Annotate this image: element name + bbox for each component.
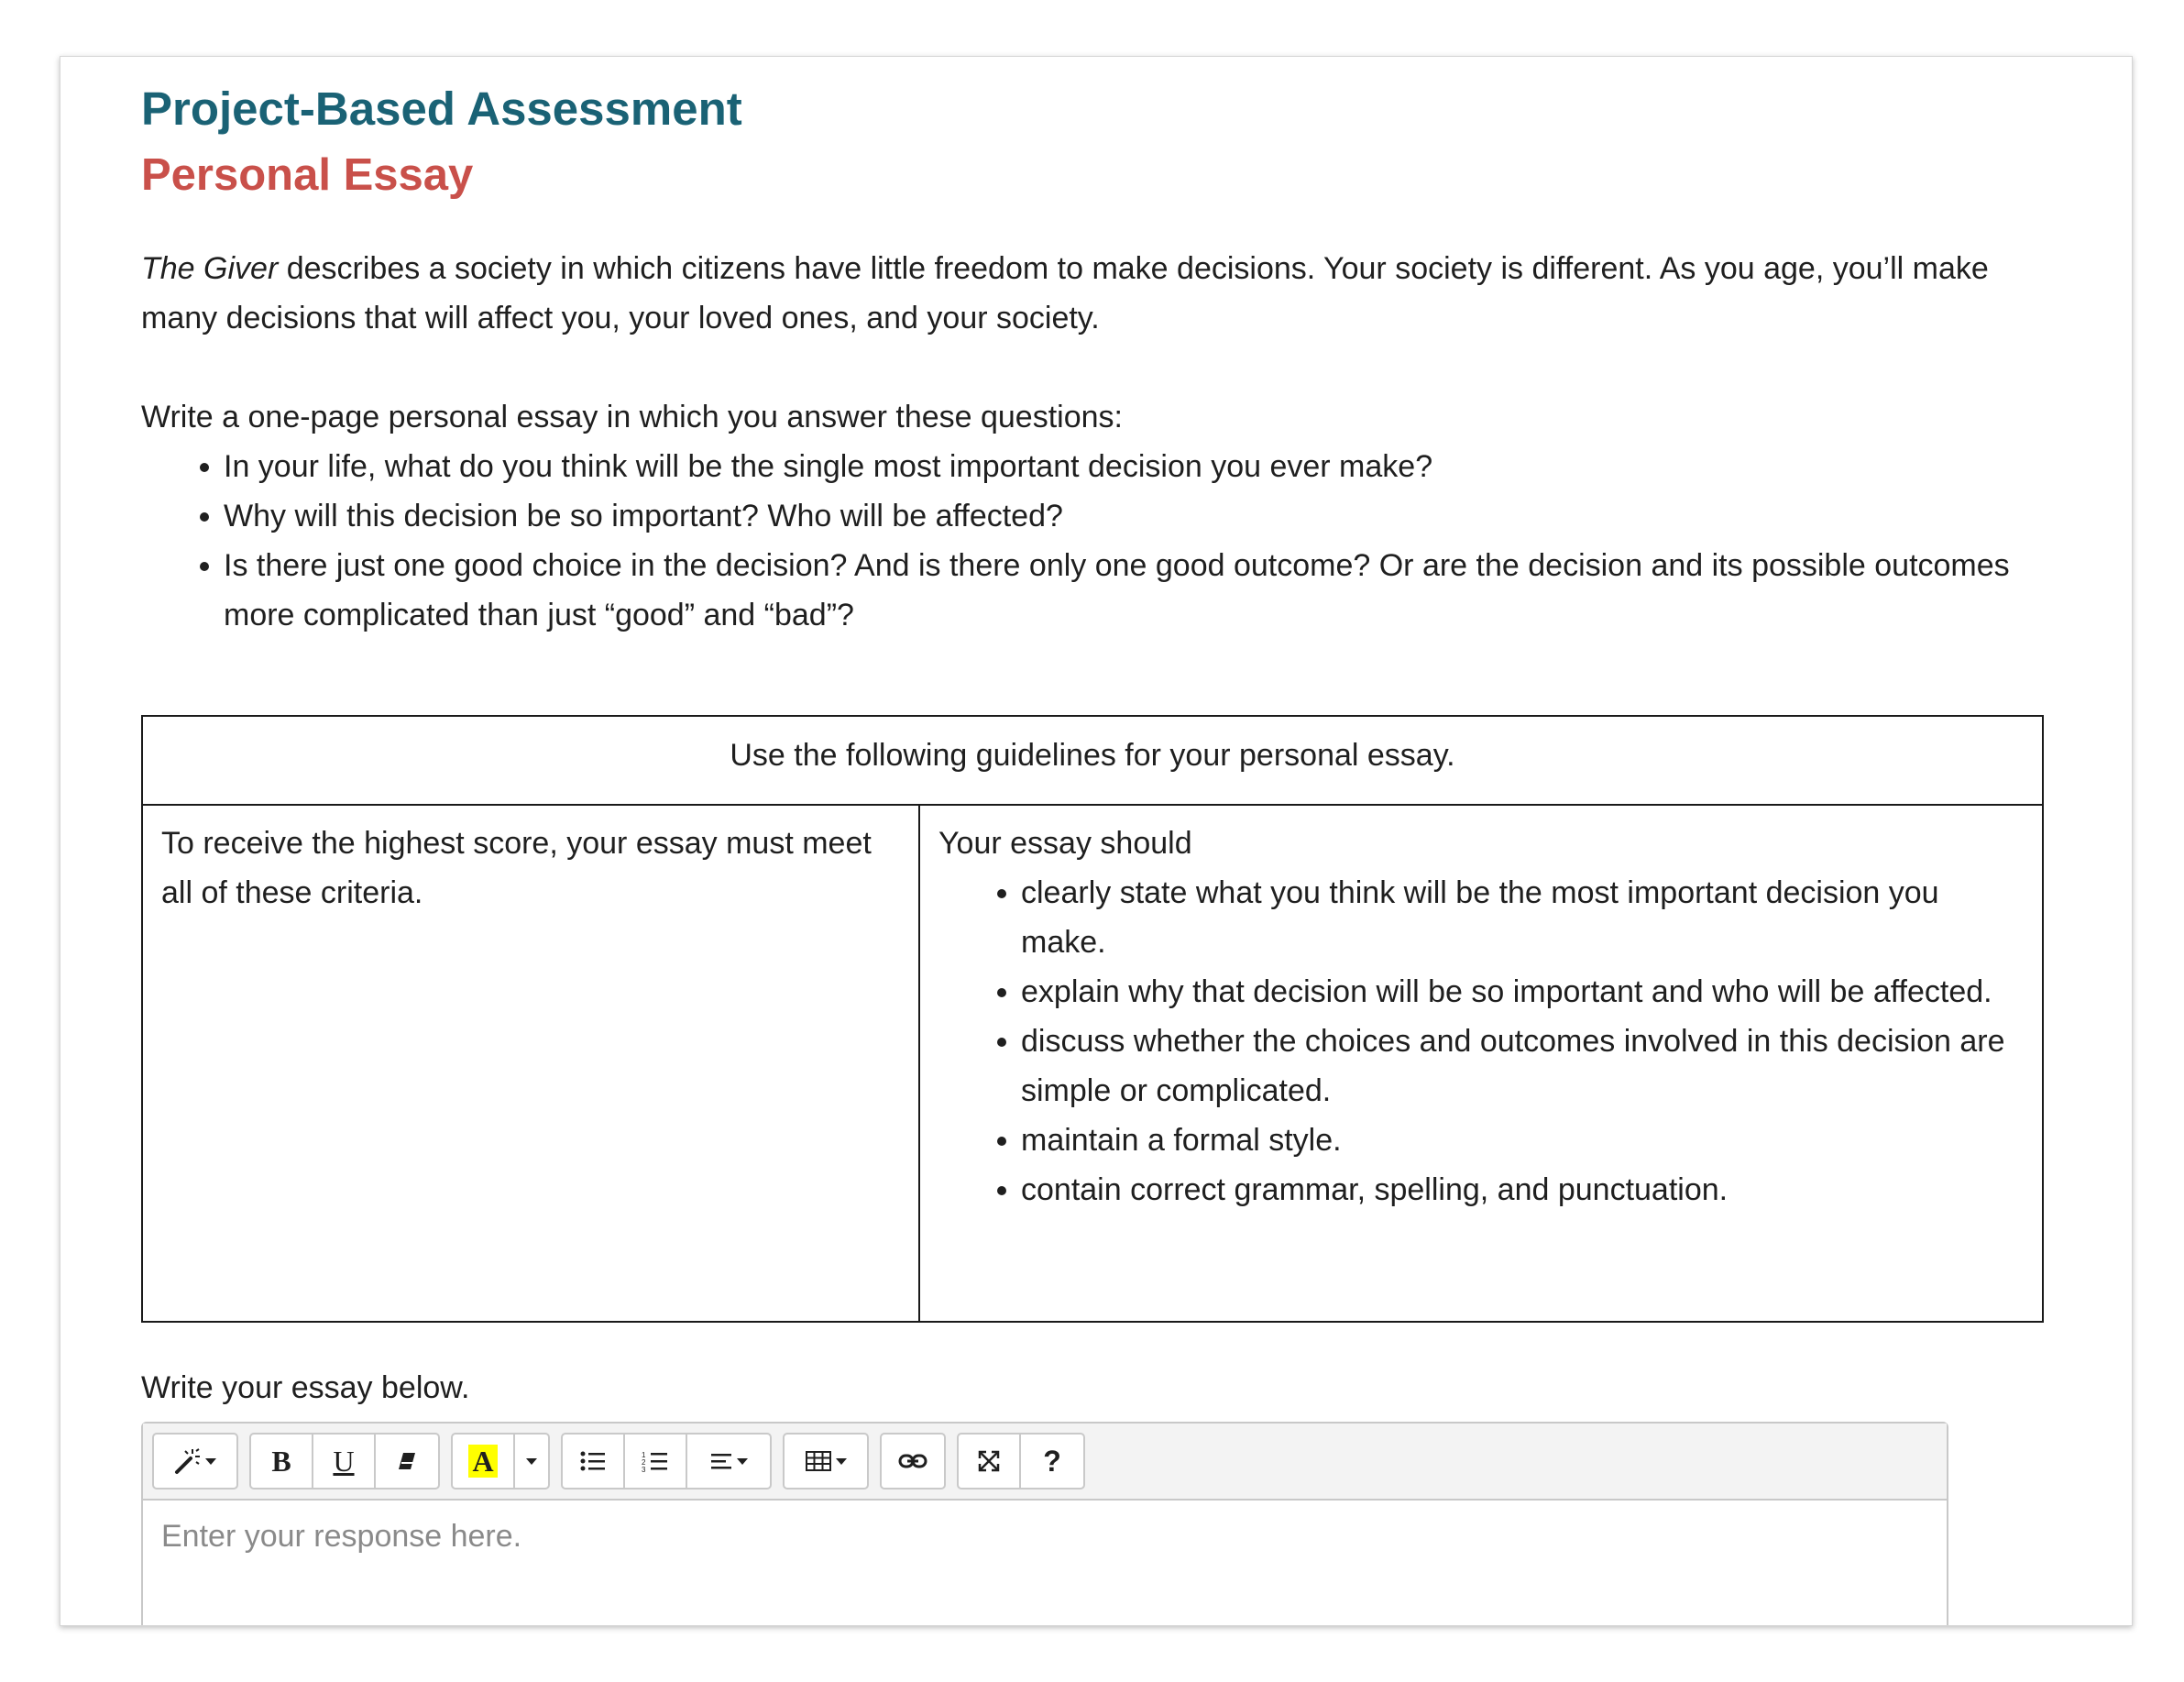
- underline-button[interactable]: [313, 1435, 376, 1488]
- style-button[interactable]: [154, 1435, 236, 1488]
- align-icon: [709, 1451, 733, 1471]
- svg-text:3: 3: [642, 1466, 646, 1473]
- editor-toolbar: [143, 1424, 1947, 1501]
- bullet-list-icon: [579, 1449, 607, 1473]
- highlight-icon: A: [468, 1445, 497, 1478]
- essay-editor: [141, 1422, 1948, 1626]
- essay-input[interactable]: [161, 1519, 1928, 1555]
- assessment-card: [60, 56, 2133, 1626]
- chevron-down-icon: [836, 1458, 847, 1465]
- page-subtitle: Personal Essay: [141, 150, 474, 200]
- numbered-list-button[interactable]: [625, 1435, 687, 1488]
- fullscreen-button[interactable]: [959, 1435, 1021, 1488]
- eraser-icon: [395, 1449, 419, 1473]
- chevron-down-icon: [526, 1458, 537, 1465]
- bullet-list-button[interactable]: [563, 1435, 625, 1488]
- guidelines-header-row: [142, 716, 2043, 805]
- bold-icon: B: [271, 1444, 291, 1478]
- font-style-group: [249, 1433, 440, 1490]
- criteria-list: [938, 868, 2024, 1215]
- score-criteria-note: To receive the highest score, your essay must meet all of these criteria.: [142, 805, 919, 1322]
- criteria-item: contain correct grammar, spelling, and punctuation.: [1021, 1165, 2024, 1215]
- chevron-down-icon: [737, 1458, 748, 1465]
- align-button[interactable]: [687, 1435, 770, 1488]
- magic-wand-icon: [174, 1447, 202, 1475]
- highlight-group: [451, 1433, 550, 1490]
- chevron-down-icon: [205, 1458, 216, 1465]
- table-icon: [805, 1449, 832, 1473]
- table-button[interactable]: [785, 1435, 867, 1488]
- criteria-item: discuss whether the choices and outcomes involved in this decision are simple or complicated.: [1021, 1017, 2024, 1116]
- criteria-item: clearly state what you think will be the most important decision you make.: [1021, 868, 2024, 967]
- guidelines-header: Use the following guidelines for your personal essay.: [142, 716, 2043, 805]
- essay-prompt-label: Write your essay below.: [141, 1370, 470, 1405]
- bold-button[interactable]: [251, 1435, 313, 1488]
- svg-text:1: 1: [642, 1451, 646, 1459]
- link-button[interactable]: [882, 1435, 944, 1488]
- criteria-lead: Your essay should: [938, 826, 1192, 861]
- question-item: Is there just one good choice in the decision? And is there only one good outcome? Or are the decision and its possible outcomes more complicated than just “good” and “bad”?: [224, 541, 2047, 640]
- page-title: Project-Based Assessment: [141, 82, 742, 135]
- guidelines-table: [141, 715, 2044, 1323]
- intro-text: describes a society in which citizens have little freedom to make decisions. Your society is different. As you age, you’ll make many decisions that will affect you, your loved ones, and your society.: [141, 251, 1989, 335]
- numbered-list-icon: [642, 1449, 669, 1473]
- question-item: In your life, what do you think will be the single most important decision you ever make?: [224, 442, 2047, 491]
- style-group: [152, 1433, 238, 1490]
- guidelines-body-row: [142, 805, 2043, 1322]
- underline-icon: U: [333, 1444, 355, 1478]
- essay-edit-area: [143, 1501, 1947, 1626]
- book-title: The Giver: [141, 251, 279, 286]
- table-group: [783, 1433, 869, 1490]
- help-button[interactable]: [1021, 1435, 1083, 1488]
- criteria-cell: [919, 805, 2043, 1322]
- criteria-item: maintain a formal style.: [1021, 1116, 2024, 1165]
- fullscreen-icon: [977, 1449, 1001, 1473]
- svg-text:2: 2: [642, 1458, 646, 1467]
- help-icon: ?: [1043, 1444, 1061, 1478]
- list-group: [561, 1433, 772, 1490]
- highlight-color-dropdown[interactable]: [515, 1435, 548, 1488]
- assessment-content: [141, 77, 2047, 1626]
- instructions-lead: Write a one-page personal essay in which you answer these questions:: [141, 400, 1123, 434]
- clear-format-button[interactable]: [376, 1435, 438, 1488]
- question-item: Why will this decision be so important? Who will be affected?: [224, 491, 2047, 541]
- highlight-button[interactable]: [453, 1435, 515, 1488]
- criteria-item: explain why that decision will be so important and who will be affected.: [1021, 967, 2024, 1017]
- intro-paragraph: [141, 244, 2047, 343]
- question-list: [141, 442, 2047, 640]
- view-group: [957, 1433, 1085, 1490]
- link-group: [880, 1433, 946, 1490]
- link-icon: [898, 1452, 927, 1470]
